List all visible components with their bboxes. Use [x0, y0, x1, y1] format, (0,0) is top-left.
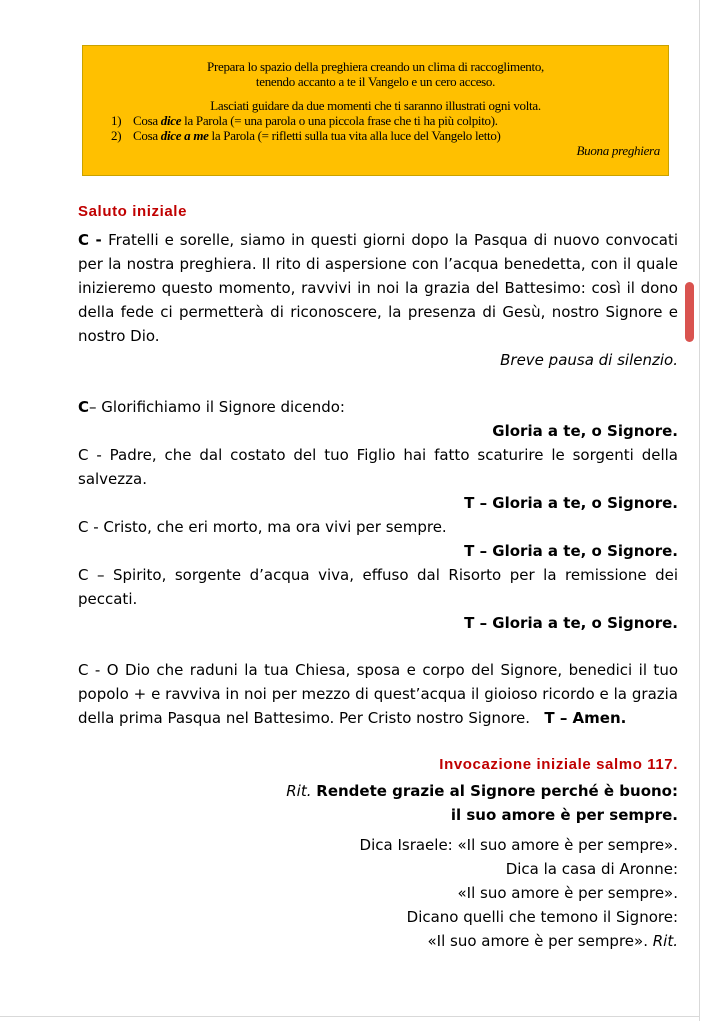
ritornello-line: il suo amore è per sempre.	[450, 806, 678, 824]
invocation-line: C – Spirito, sorgente d’acqua viva, effuso dal Risorto per la remissione dei peccati.	[78, 566, 678, 608]
psalm-verse: Dicano quelli che temono il Signore:	[406, 908, 678, 926]
intro-signoff: Buona preghiera	[576, 143, 660, 158]
page-edge-bottom	[0, 1016, 700, 1017]
intro-list-item	[111, 113, 668, 128]
orazione-paragraph: C - O Dio che raduni la tua Chiesa, sposa e corpo del Signore, benedici il tuo popolo + e ravviva in noi per mezzo di quest’acqua il gioioso ricordo e la grazia della prima Pasqua nel Battesimo. Per Cristo nostro Signore. T – Amen.	[78, 661, 678, 727]
scrollbar-thumb[interactable]	[685, 282, 694, 342]
intro-list	[83, 113, 668, 143]
intro-line: Prepara lo spazio della preghiera creando un clima di raccoglimento,	[207, 59, 544, 74]
intro-instructions-box	[82, 45, 669, 176]
response-line: Gloria a te, o Signore.	[492, 422, 678, 440]
psalm-verse: Dica la casa di Aronne:	[505, 860, 678, 878]
invocation-line: C - Cristo, che eri morto, ma ora vivi per sempre.	[78, 518, 447, 536]
section-title-saluto: Saluto iniziale	[78, 203, 188, 220]
response-line: T – Gloria a te, o Signore.	[464, 614, 678, 632]
list-number: 1)	[111, 113, 122, 128]
intro-line: tenendo accanto a te il Vangelo e un cero acceso.	[255, 74, 496, 89]
invocation-line: C - Padre, che dal costato del tuo Figlio hai fatto scaturire le sorgenti della salvezza.	[78, 446, 678, 488]
section-title-salmo: Invocazione iniziale salmo 117.	[439, 756, 678, 773]
page-edge	[699, 0, 700, 1021]
response-line: T – Gloria a te, o Signore.	[464, 494, 678, 512]
ritornello-line: Rit. Rendete grazie al Signore perché è buono:	[286, 782, 678, 800]
intro-list-item	[111, 128, 668, 143]
intro-line: Lasciati guidare da due momenti che ti saranno illustrati ogni volta.	[210, 98, 541, 113]
pause-note: Breve pausa di silenzio.	[500, 351, 678, 369]
list-text: Cosa dice la Parola (= una parola o una piccola frase che ti ha più colpito).	[133, 113, 498, 128]
saluto-paragraph: C - Fratelli e sorelle, siamo in questi giorni dopo la Pasqua di nuovo convocati per la nostra preghiera. Il rito di aspersione con l’acqua benedetta, con il quale inizieremo questo momento, ravvivi in noi la grazia del Battesimo: così il dono della fede ci permetterà di riconoscere, la presenza di Gesù, nostro Signore e nostro Dio.	[78, 231, 678, 345]
list-text: Cosa dice a me la Parola (= rifletti sulla tua vita alla luce del Vangelo letto)	[133, 128, 501, 143]
psalm-verse: «Il suo amore è per sempre».	[457, 884, 678, 902]
psalm-verse: Dica Israele: «Il suo amore è per sempre».	[359, 836, 678, 854]
list-number: 2)	[111, 128, 122, 143]
glorifichiamo-line: C– Glorifichiamo il Signore dicendo:	[78, 398, 345, 416]
document-body	[78, 200, 678, 953]
psalm-verse: «Il suo amore è per sempre». Rit.	[427, 932, 678, 950]
response-line: T – Gloria a te, o Signore.	[464, 542, 678, 560]
